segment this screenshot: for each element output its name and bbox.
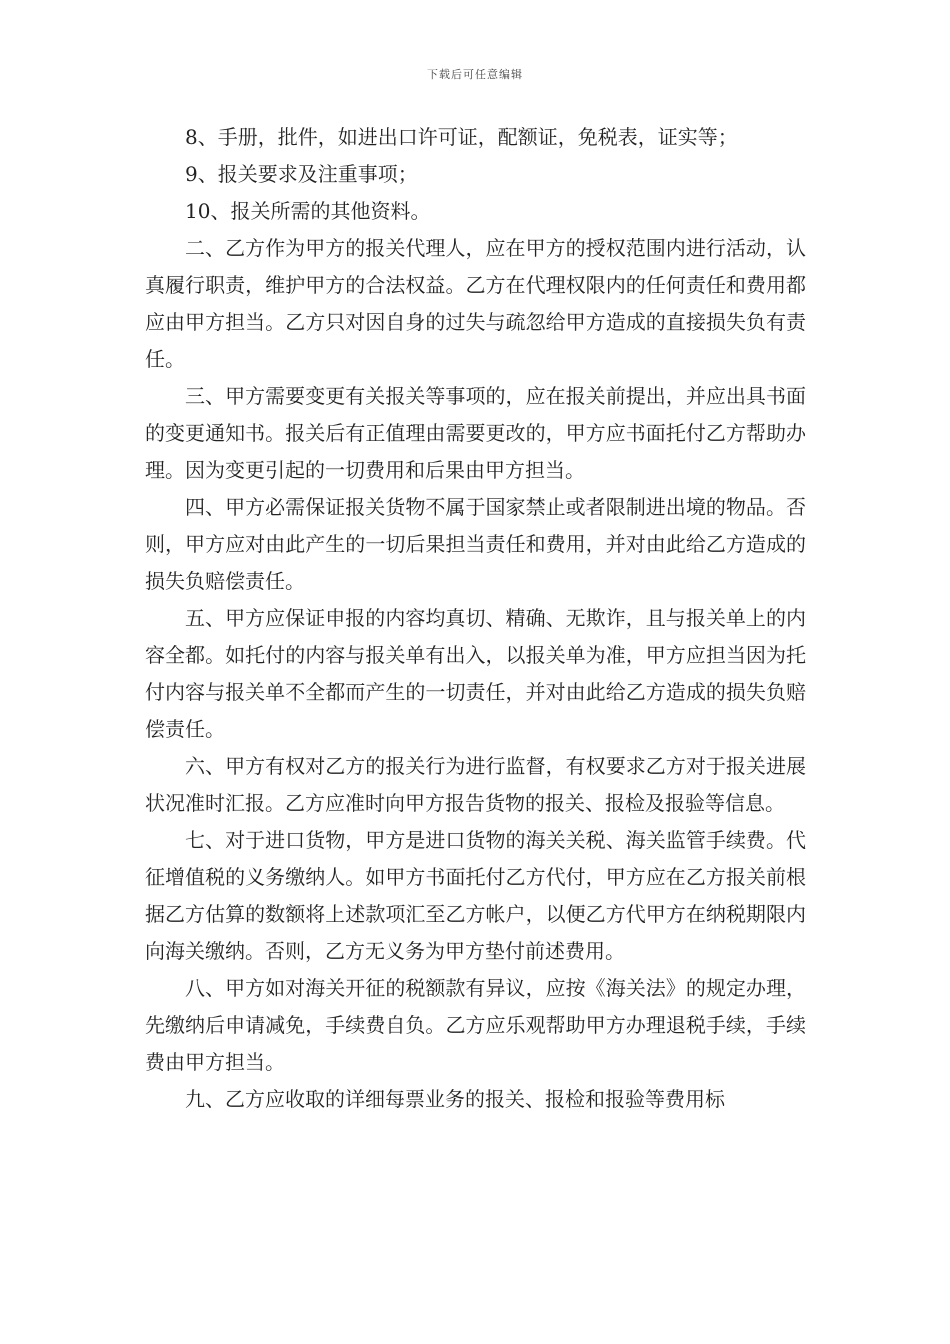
list-item-9: 9、报关要求及注重事项； [185, 162, 418, 186]
page-header: 下载后可任意编辑 [427, 68, 523, 81]
document-body [145, 119, 806, 1118]
clause-9: 九、乙方应收取的详细每票业务的报关、报检和报验等费用标 [185, 1087, 725, 1111]
clause-7: 七、对于进口货物，甲方是进口货物的海关关税、海关监管手续费。代征增值税的义务缴纳人。如甲方书面托付乙方代付，甲方应在乙方报关前根据乙方估算的数额将上述款项汇至乙方帐户，以便乙方代甲方在纳税期限内向海关缴纳。否则，乙方无义务为甲方垫付前述费用。 [145, 828, 806, 963]
clause-4: 四、甲方必需保证报关货物不属于国家禁止或者限制进出境的物品。否则，甲方应对由此产生的一切后果担当责任和费用，并对由此给乙方造成的损失负赔偿责任。 [145, 495, 806, 593]
clause-3: 三、甲方需要变更有关报关等事项的，应在报关前提出，并应出具书面的变更通知书。报关后有正值理由需要更改的，甲方应书面托付乙方帮助办理。因为变更引起的一切费用和后果由甲方担当。 [145, 384, 806, 482]
clause-6: 六、甲方有权对乙方的报关行为进行监督，有权要求乙方对于报关进展状况准时汇报。乙方应准时向甲方报告货物的报关、报检及报验等信息。 [145, 754, 806, 815]
list-item-10: 10、报关所需的其他资料。 [185, 199, 431, 223]
list-item-8: 8、手册，批件，如进出口许可证，配额证，免税表，证实等； [185, 125, 738, 149]
clause-5: 五、甲方应保证申报的内容均真切、精确、无欺诈，且与报关单上的内容全都。如托付的内容与报关单有出入，以报关单为准，甲方应担当因为托付内容与报关单不全都而产生的一切责任，并对由此给乙方造成的损失负赔偿责任。 [145, 606, 806, 741]
clause-2: 二、乙方作为甲方的报关代理人，应在甲方的授权范围内进行活动，认真履行职责，维护甲方的合法权益。乙方在代理权限内的任何责任和费用都应由甲方担当。乙方只对因自身的过失与疏忽给甲方造成的直接损失负有责任。 [145, 236, 806, 371]
clause-8: 八、甲方如对海关开征的税额款有异议，应按《海关法》的规定办理，先缴纳后申请减免，手续费自负。乙方应乐观帮助甲方办理退税手续，手续费由甲方担当。 [145, 976, 806, 1074]
